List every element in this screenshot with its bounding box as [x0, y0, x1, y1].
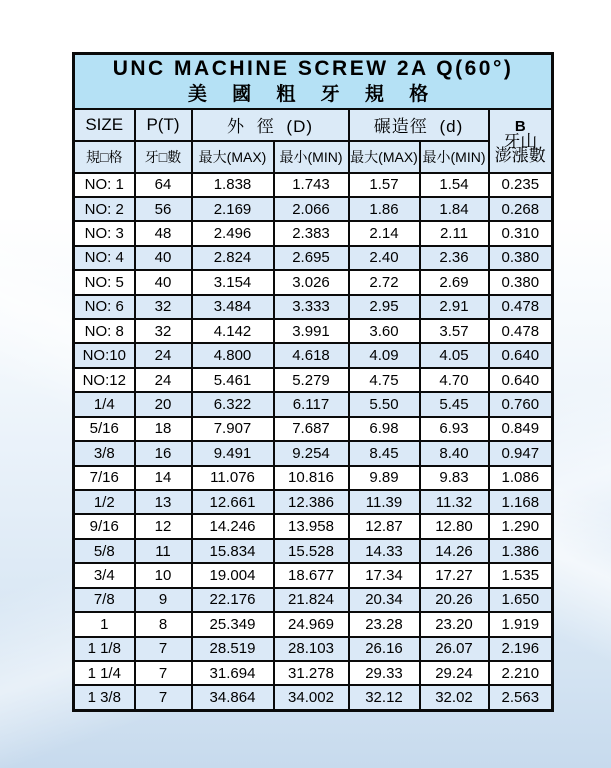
- cell-b: 0.760: [489, 392, 553, 416]
- cell-d-max: 2.169: [192, 197, 274, 221]
- cell-d2-max: 4.09: [349, 343, 420, 367]
- cell-d2-min: 17.27: [420, 563, 489, 587]
- cell-threads: 10: [135, 563, 192, 587]
- table-row: [74, 343, 553, 367]
- header-b-line2: 牙山: [503, 131, 538, 151]
- cell-b: 2.196: [489, 637, 553, 661]
- cell-d-min: 4.618: [274, 343, 349, 367]
- table-row: [74, 221, 553, 245]
- header-row-groups: [74, 109, 553, 141]
- table-row: [74, 441, 553, 465]
- cell-size: NO:12: [74, 368, 135, 392]
- cell-d-min: 31.278: [274, 661, 349, 685]
- cell-d2-min: 8.40: [420, 441, 489, 465]
- cell-d-min: 10.816: [274, 466, 349, 490]
- cell-size: 7/8: [74, 588, 135, 612]
- cell-size: 1/4: [74, 392, 135, 416]
- header-rolled-diameter: 碾造徑 (d): [349, 109, 489, 141]
- cell-d-min: 7.687: [274, 417, 349, 441]
- cell-size: 1 1/8: [74, 637, 135, 661]
- cell-d-min: 34.002: [274, 685, 349, 710]
- cell-size: 5/16: [74, 417, 135, 441]
- cell-threads: 64: [135, 173, 192, 197]
- cell-d2-min: 4.05: [420, 343, 489, 367]
- cell-d-max: 25.349: [192, 612, 274, 636]
- cell-threads: 7: [135, 685, 192, 710]
- cell-threads: 9: [135, 588, 192, 612]
- header-size-sub: 規□格: [74, 141, 135, 173]
- table-row: [74, 661, 553, 685]
- cell-size: 9/16: [74, 514, 135, 538]
- cell-d2-max: 29.33: [349, 661, 420, 685]
- table-subtitle: 美 國 粗 牙 規 格: [187, 84, 439, 106]
- cell-d-min: 9.254: [274, 441, 349, 465]
- cell-b: 1.650: [489, 588, 553, 612]
- cell-threads: 24: [135, 343, 192, 367]
- cell-d-min: 18.677: [274, 563, 349, 587]
- cell-b: 0.947: [489, 441, 553, 465]
- cell-d-min: 3.333: [274, 295, 349, 319]
- table-row: [74, 588, 553, 612]
- cell-d-min: 3.026: [274, 270, 349, 294]
- cell-b: 0.268: [489, 197, 553, 221]
- cell-d-max: 11.076: [192, 466, 274, 490]
- table-row: [74, 612, 553, 636]
- cell-d-max: 3.154: [192, 270, 274, 294]
- cell-d2-max: 1.86: [349, 197, 420, 221]
- cell-b: 0.478: [489, 319, 553, 343]
- table-row: [74, 490, 553, 514]
- cell-threads: 24: [135, 368, 192, 392]
- cell-size: 3/4: [74, 563, 135, 587]
- title-cell: [74, 54, 553, 109]
- cell-d2-min: 1.54: [420, 173, 489, 197]
- table-row: [74, 514, 553, 538]
- cell-b: 0.849: [489, 417, 553, 441]
- table-row: [74, 392, 553, 416]
- cell-threads: 32: [135, 295, 192, 319]
- cell-threads: 11: [135, 539, 192, 563]
- cell-d-min: 3.991: [274, 319, 349, 343]
- cell-size: NO: 6: [74, 295, 135, 319]
- cell-d2-max: 2.40: [349, 246, 420, 270]
- cell-d2-max: 9.89: [349, 466, 420, 490]
- header-d-max: 最大(MAX): [192, 141, 274, 173]
- cell-size: 1/2: [74, 490, 135, 514]
- cell-d2-max: 14.33: [349, 539, 420, 563]
- cell-d-min: 5.279: [274, 368, 349, 392]
- title-band: [74, 54, 553, 109]
- table-row: [74, 270, 553, 294]
- cell-size: NO: 2: [74, 197, 135, 221]
- cell-d2-min: 1.84: [420, 197, 489, 221]
- table-body: [74, 173, 553, 711]
- cell-d2-max: 20.34: [349, 588, 420, 612]
- cell-b: 1.919: [489, 612, 553, 636]
- table-row: [74, 563, 553, 587]
- cell-d-max: 12.661: [192, 490, 274, 514]
- table-row: [74, 246, 553, 270]
- cell-d-min: 2.695: [274, 246, 349, 270]
- cell-d2-max: 2.95: [349, 295, 420, 319]
- cell-b: 2.210: [489, 661, 553, 685]
- cell-d-max: 4.800: [192, 343, 274, 367]
- header-d2-min: 最小(MIN): [420, 141, 489, 173]
- cell-d2-min: 6.93: [420, 417, 489, 441]
- cell-d-max: 7.907: [192, 417, 274, 441]
- cell-d2-max: 17.34: [349, 563, 420, 587]
- cell-b: 1.386: [489, 539, 553, 563]
- cell-d-max: 1.838: [192, 173, 274, 197]
- cell-d-min: 28.103: [274, 637, 349, 661]
- table-title: UNC MACHINE SCREW 2A Q(60°): [112, 57, 514, 81]
- cell-threads: 56: [135, 197, 192, 221]
- cell-threads: 20: [135, 392, 192, 416]
- cell-d2-min: 12.80: [420, 514, 489, 538]
- cell-d-max: 9.491: [192, 441, 274, 465]
- cell-threads: 48: [135, 221, 192, 245]
- header-row-subs: [74, 141, 553, 173]
- header-b-line3: 澎漲數: [494, 145, 546, 165]
- cell-b: 2.563: [489, 685, 553, 710]
- cell-threads: 7: [135, 637, 192, 661]
- header-d-min: 最小(MIN): [274, 141, 349, 173]
- cell-d2-max: 26.16: [349, 637, 420, 661]
- table-row: [74, 295, 553, 319]
- cell-d-max: 31.694: [192, 661, 274, 685]
- table-row: [74, 539, 553, 563]
- cell-d-max: 5.461: [192, 368, 274, 392]
- cell-d-max: 2.496: [192, 221, 274, 245]
- cell-d2-max: 4.75: [349, 368, 420, 392]
- cell-d-max: 3.484: [192, 295, 274, 319]
- cell-d-min: 12.386: [274, 490, 349, 514]
- header-b-column: [489, 109, 553, 173]
- cell-d2-min: 2.91: [420, 295, 489, 319]
- header-size: SIZE: [74, 109, 135, 141]
- cell-d-min: 1.743: [274, 173, 349, 197]
- header-outer-diameter: 外 徑 (D): [192, 109, 349, 141]
- cell-d2-max: 8.45: [349, 441, 420, 465]
- cell-b: 1.535: [489, 563, 553, 587]
- cell-threads: 18: [135, 417, 192, 441]
- cell-d2-min: 26.07: [420, 637, 489, 661]
- cell-size: NO: 1: [74, 173, 135, 197]
- cell-d-min: 13.958: [274, 514, 349, 538]
- cell-d2-min: 23.20: [420, 612, 489, 636]
- cell-b: 1.168: [489, 490, 553, 514]
- table-row: [74, 173, 553, 197]
- cell-d2-max: 3.60: [349, 319, 420, 343]
- cell-b: 0.640: [489, 368, 553, 392]
- cell-d-min: 15.528: [274, 539, 349, 563]
- cell-size: NO: 8: [74, 319, 135, 343]
- table-row: [74, 417, 553, 441]
- cell-d2-min: 3.57: [420, 319, 489, 343]
- cell-threads: 14: [135, 466, 192, 490]
- cell-d2-min: 2.11: [420, 221, 489, 245]
- cell-threads: 16: [135, 441, 192, 465]
- table-row: [74, 197, 553, 221]
- cell-d2-max: 32.12: [349, 685, 420, 710]
- cell-d2-min: 5.45: [420, 392, 489, 416]
- cell-d-min: 24.969: [274, 612, 349, 636]
- cell-d-max: 34.864: [192, 685, 274, 710]
- cell-d2-max: 23.28: [349, 612, 420, 636]
- cell-d2-min: 2.69: [420, 270, 489, 294]
- cell-b: 0.478: [489, 295, 553, 319]
- table-row: [74, 466, 553, 490]
- cell-d-max: 14.246: [192, 514, 274, 538]
- cell-d2-min: 4.70: [420, 368, 489, 392]
- cell-d-min: 2.066: [274, 197, 349, 221]
- cell-b: 0.640: [489, 343, 553, 367]
- cell-d-max: 6.322: [192, 392, 274, 416]
- cell-size: 1: [74, 612, 135, 636]
- cell-size: NO: 4: [74, 246, 135, 270]
- cell-threads: 12: [135, 514, 192, 538]
- cell-size: NO: 5: [74, 270, 135, 294]
- header-b-letter: B: [514, 117, 526, 135]
- cell-size: 1 1/4: [74, 661, 135, 685]
- table-row: [74, 368, 553, 392]
- cell-d2-max: 5.50: [349, 392, 420, 416]
- cell-d2-max: 1.57: [349, 173, 420, 197]
- cell-d2-max: 6.98: [349, 417, 420, 441]
- table-row: [74, 319, 553, 343]
- cell-d2-max: 11.39: [349, 490, 420, 514]
- cell-size: NO:10: [74, 343, 135, 367]
- cell-threads: 32: [135, 319, 192, 343]
- table-row: [74, 637, 553, 661]
- cell-d-max: 19.004: [192, 563, 274, 587]
- cell-d2-min: 9.83: [420, 466, 489, 490]
- cell-d2-min: 29.24: [420, 661, 489, 685]
- cell-size: NO: 3: [74, 221, 135, 245]
- cell-d2-min: 11.32: [420, 490, 489, 514]
- cell-d-min: 21.824: [274, 588, 349, 612]
- cell-d2-min: 20.26: [420, 588, 489, 612]
- cell-d-max: 22.176: [192, 588, 274, 612]
- cell-b: 0.380: [489, 270, 553, 294]
- cell-threads: 7: [135, 661, 192, 685]
- cell-d2-max: 12.87: [349, 514, 420, 538]
- cell-d2-min: 14.26: [420, 539, 489, 563]
- cell-size: 5/8: [74, 539, 135, 563]
- cell-size: 3/8: [74, 441, 135, 465]
- header-pt: P(T): [135, 109, 192, 141]
- spec-table: [72, 52, 554, 712]
- cell-b: 1.290: [489, 514, 553, 538]
- cell-d-max: 2.824: [192, 246, 274, 270]
- cell-b: 1.086: [489, 466, 553, 490]
- header-pt-sub: 牙□數: [135, 141, 192, 173]
- cell-d2-max: 2.14: [349, 221, 420, 245]
- cell-b: 0.310: [489, 221, 553, 245]
- cell-d2-min: 2.36: [420, 246, 489, 270]
- cell-threads: 8: [135, 612, 192, 636]
- cell-d2-max: 2.72: [349, 270, 420, 294]
- cell-threads: 40: [135, 246, 192, 270]
- table-row: [74, 685, 553, 710]
- cell-d-max: 4.142: [192, 319, 274, 343]
- cell-b: 0.380: [489, 246, 553, 270]
- cell-d2-min: 32.02: [420, 685, 489, 710]
- cell-threads: 40: [135, 270, 192, 294]
- cell-threads: 13: [135, 490, 192, 514]
- cell-b: 0.235: [489, 173, 553, 197]
- cell-d-min: 2.383: [274, 221, 349, 245]
- header-d2-max: 最大(MAX): [349, 141, 420, 173]
- cell-size: 7/16: [74, 466, 135, 490]
- cell-d-min: 6.117: [274, 392, 349, 416]
- cell-size: 1 3/8: [74, 685, 135, 710]
- cell-d-max: 28.519: [192, 637, 274, 661]
- cell-d-max: 15.834: [192, 539, 274, 563]
